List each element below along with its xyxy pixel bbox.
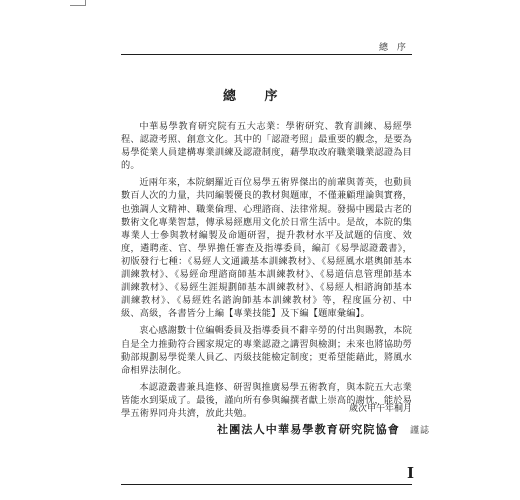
footer-rule	[121, 484, 412, 485]
paragraph-2: 近兩年來，本院網羅近百位易學五術界傑出的前輩與菁英，也動員數百人次的力量，共同編製優良的教材與題庫，不僅兼顧理論與實務，也強調人文精神、職業倫理、心理諮商、法律常規。發揚中國最古老的數術文化專業智慧，傳承易經應用文化於日常生活中。是故，本院的集專業人士參與教材編製及命題研習，提升教材水平及試題的信度、效度，遴聘產、官、學界擔任審查及指導委員，編訂《易學認證叢書》，初版發行七種：《易經人文通識基本訓練教材》、《易經風水堪輿師基本訓練教材》、《易經命理諮商師基本訓練教材》、《易道信息管理師基本訓練教材》、《易經生涯規劃師基本訓練教材》、《易經人相諮詢師基本訓練教材》、《易經姓名諮詢師基本訓練教材》等，程度區分初、中級、高級，各書皆分上編【專業技能】及下編【題庫彙編】。	[121, 177, 413, 320]
page-number: I	[407, 464, 415, 482]
organization-name: 社團法人中華易學教育研究院協會	[217, 423, 400, 436]
paragraph-1: 中華易學教育研究院有五大志業：學術研究、教育訓練、易經學程、認證考照、創意文化。其中的「認證考照」最重要的觀念，是要為易學從業人員建構專業訓練及認證制度，藉學取改府職業職業認證為目的。	[121, 121, 413, 172]
crop-mark-vertical	[85, 0, 86, 6]
crop-mark-horizontal	[70, 5, 86, 6]
paragraph-3: 衷心感謝數十位編輯委員及指導委員不辭辛勞的付出與賜教，本院自是全力推動符合國家規定的專業認證之講習與檢測；未來也將協助勞動部規劃易學從業人員乙、丙級技能檢定制度；更希望能藉此，將風水命相界法制化。	[121, 325, 413, 376]
signature-suffix: 謹誌	[410, 426, 431, 436]
page-title: 總 序	[223, 89, 290, 104]
header-rule	[121, 54, 412, 55]
running-head: 總 序	[379, 43, 409, 53]
signature-line	[217, 418, 430, 437]
date-line: 歲次甲午年桐月	[348, 404, 412, 414]
preface-body	[121, 120, 412, 424]
paragraph-4: 本認證叢書兼具進修、研習與推廣易學五術教育，與本院五大志業皆能水到渠成了。最後，謹向所有參與編撰者獻上崇高的謝忱，能於易學五術界同舟共濟，放此共勉。	[121, 381, 413, 419]
